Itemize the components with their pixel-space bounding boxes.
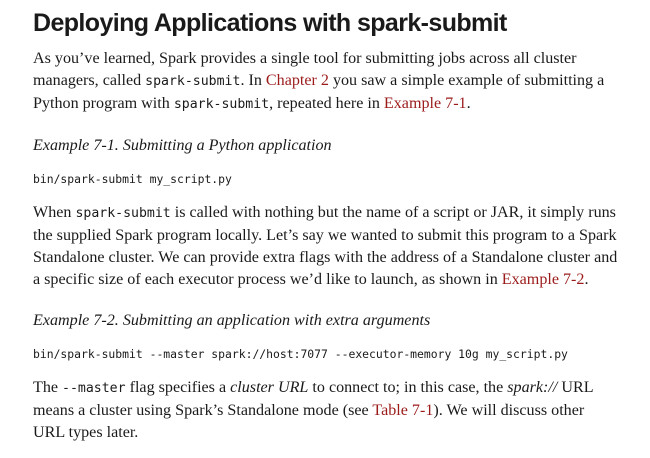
paragraph-master-flag	[33, 377, 618, 444]
inline-code: spark-submit	[75, 206, 171, 221]
text-run: .	[584, 271, 589, 288]
example-7-2-caption: Example 7-2. Submitting an application with extra arguments	[33, 312, 431, 329]
text-run: , repeated here in	[269, 95, 384, 112]
example-7-1-code: bin/spark-submit my_script.py	[33, 172, 232, 186]
paragraph-intro	[33, 48, 618, 116]
text-run: The	[33, 379, 63, 396]
text-run: ). We will discuss other URL types later.	[33, 402, 585, 441]
section-heading: Deploying Applications with spark-submit	[33, 9, 507, 37]
document-page	[33, 8, 618, 444]
link-chapter-2[interactable]: Chapter 2	[265, 72, 329, 89]
emphasis: cluster URL	[230, 379, 309, 396]
text-run: to connect to; in this case, the	[308, 379, 508, 396]
text-run: When	[33, 204, 76, 221]
example-7-1-caption: Example 7-1. Submitting a Python application	[33, 137, 332, 154]
text-run: you saw a simple example of submitting a Python program with	[33, 72, 605, 112]
paragraph-local-run	[33, 202, 618, 291]
link-table-7-1[interactable]: Table 7-1	[372, 402, 434, 419]
text-run: URL means a cluster using Spark’s Standalone mode (see	[33, 379, 593, 419]
text-run: .	[466, 95, 471, 112]
inline-code: --master	[62, 381, 126, 396]
text-run: . In	[240, 72, 266, 89]
text-run: is called with nothing but the name of a script or JAR, it simply runs the supplied Spark program locally. Let’s say we wanted to submit this program to a Spark Standalone cluster. We can provide extra flags with the address of a Standalone cluster and a specific size of each executor process we’d like to launch, as shown in	[33, 204, 618, 288]
link-example-7-1[interactable]: Example 7-1	[383, 95, 467, 112]
text-run: As you’ve learned, Spark provides a single tool for submitting jobs across all cluster managers, called	[33, 50, 577, 89]
emphasis: spark://	[507, 379, 558, 396]
example-7-2-code: bin/spark-submit --master spark://host:7077 --executor-memory 10g my_script.py	[33, 347, 568, 361]
inline-code: spark-submit	[145, 74, 241, 89]
text-run: flag specifies a	[125, 379, 231, 396]
inline-code: spark-submit	[173, 97, 270, 112]
link-example-7-2[interactable]: Example 7-2	[501, 271, 585, 288]
